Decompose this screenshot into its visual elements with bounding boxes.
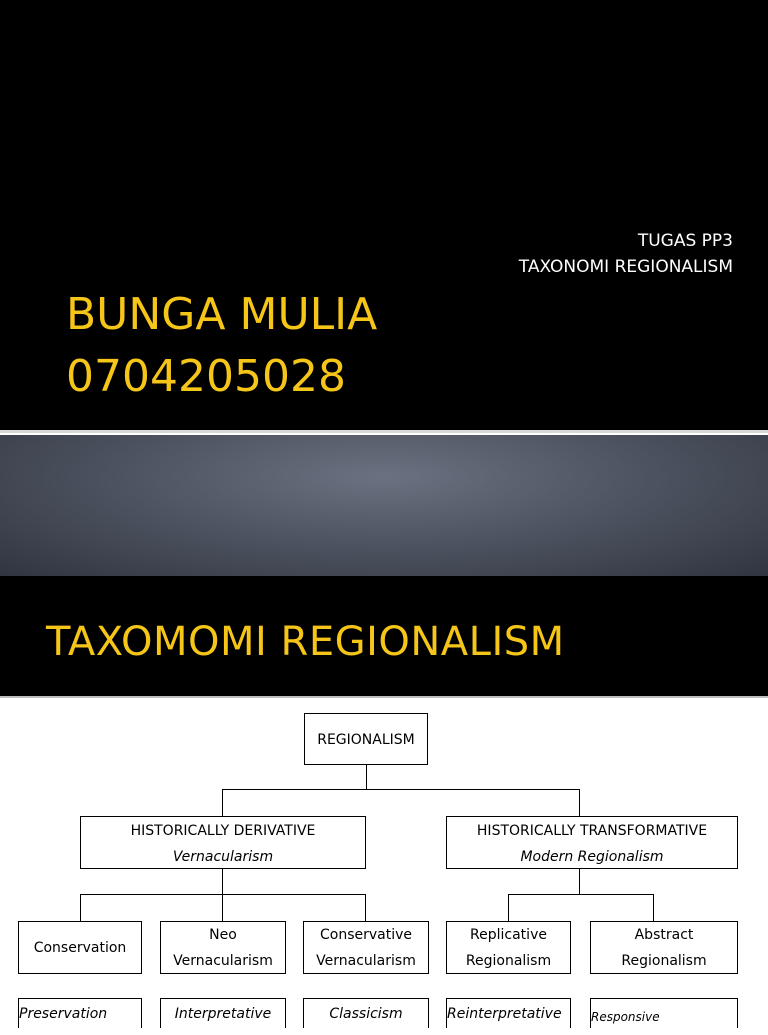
leaf-label-line2: Vernacularism	[316, 953, 416, 969]
transformative-node	[446, 816, 738, 869]
connector	[579, 789, 580, 816]
leaf-label-line1: Abstract	[634, 927, 694, 943]
transformative-title: HISTORICALLY TRANSFORMATIVE	[476, 823, 708, 839]
author-name: BUNGA MULIA	[66, 289, 378, 340]
leaf-label-line1: Neo	[209, 927, 237, 943]
derivative-title: HISTORICALLY DERIVATIVE	[130, 823, 316, 839]
connector	[222, 789, 223, 816]
subtitle-line-2: TAXONOMI REGIONALISM	[518, 257, 733, 277]
student-id: 0704205028	[66, 351, 346, 402]
connector	[508, 894, 654, 895]
leaf-label-line2: Regionalism	[621, 953, 707, 969]
slide-1-subtitle	[519, 228, 733, 280]
connector	[365, 894, 366, 921]
title-divider	[0, 696, 768, 698]
leaf-node	[160, 921, 286, 974]
derivative-subtitle: Vernacularism	[172, 849, 274, 865]
bottom-label: Preservation	[19, 1006, 108, 1022]
connector	[366, 764, 367, 790]
connector	[80, 894, 366, 895]
slide-divider	[0, 430, 768, 433]
taxonomy-diagram	[0, 700, 768, 1024]
leaf-node	[303, 921, 429, 974]
bottom-label: Classicism	[329, 1006, 403, 1022]
connector	[579, 868, 580, 894]
connector	[222, 894, 223, 921]
leaf-label: Conservation	[33, 940, 127, 956]
connector	[222, 868, 223, 894]
bottom-label: Responsive	[591, 1010, 660, 1024]
root-label: REGIONALISM	[317, 732, 415, 748]
leaf-node	[590, 921, 738, 974]
transformative-subtitle: Modern Regionalism	[520, 849, 664, 865]
slide-1-title	[66, 284, 377, 408]
connector	[653, 894, 654, 921]
connector	[508, 894, 509, 921]
leaf-label-line2: Vernacularism	[173, 953, 273, 969]
leaf-node	[18, 921, 142, 974]
subtitle-line-1: TUGAS PP3	[637, 231, 733, 251]
root-node	[304, 713, 428, 765]
connector	[80, 894, 81, 921]
connector	[222, 789, 580, 790]
leaf-label-line1: Replicative	[470, 927, 547, 943]
leaf-node	[446, 921, 571, 974]
slide-2-header-band	[0, 435, 768, 576]
derivative-node	[80, 816, 366, 869]
leaf-label-line1: Conservative	[319, 927, 413, 943]
bottom-label: Reinterpretative	[447, 1006, 562, 1022]
leaf-label-line2: Regionalism	[465, 953, 552, 969]
bottom-label: Interpretative	[174, 1006, 272, 1022]
slide-2-title: TAXOMOMI REGIONALISM	[46, 619, 565, 665]
